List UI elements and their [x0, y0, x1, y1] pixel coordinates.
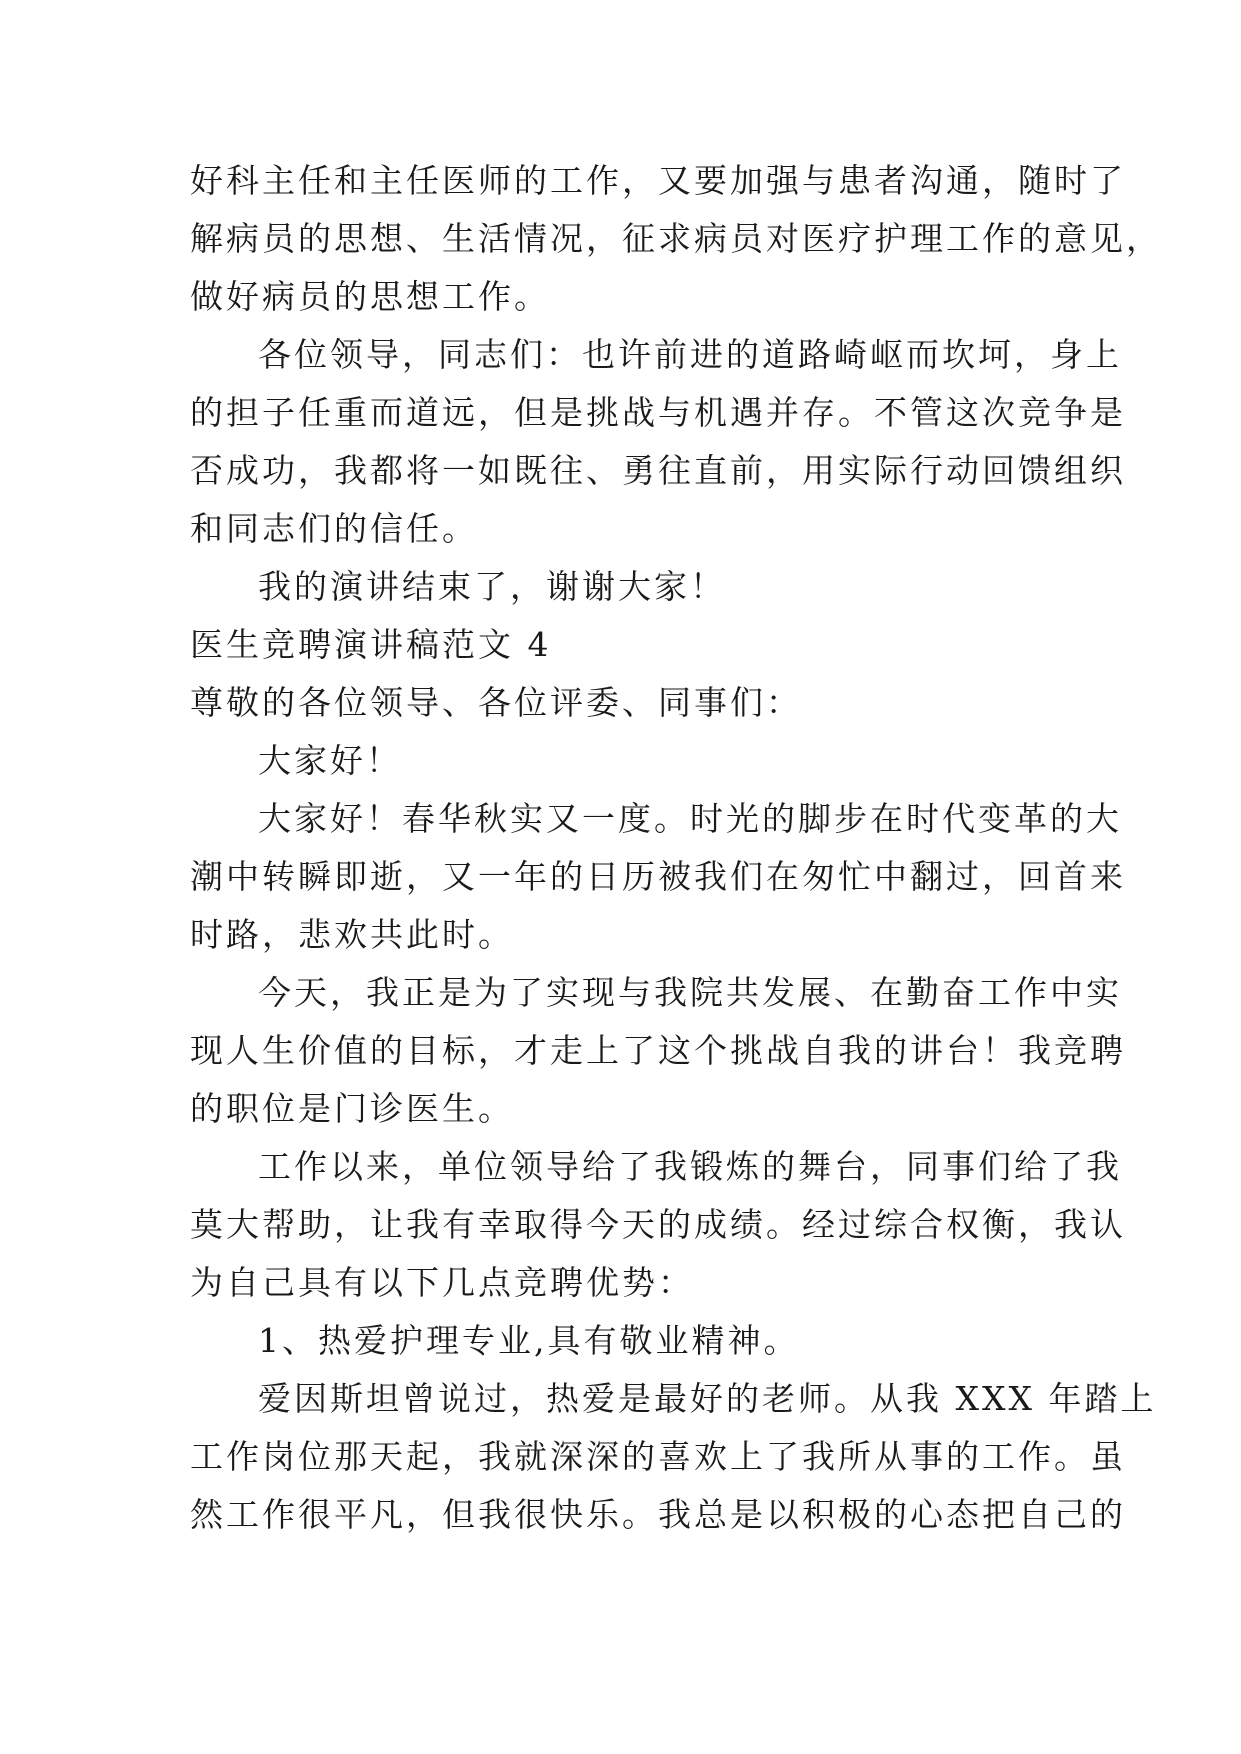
text-line: 工作岗位那天起，我就深深的喜欢上了我所从事的工作。虽: [190, 1437, 1126, 1476]
text-line: 爱因斯坦曾说过，热爱是最好的老师。从我 XXX 年踏上: [258, 1379, 1157, 1418]
document-body: [190, 158, 1162, 1538]
text-line: 好科主任和主任医师的工作，又要加强与患者沟通，随时了: [190, 161, 1126, 200]
text-line: 做好病员的思想工作。: [190, 277, 550, 316]
text-line: 现人生价值的目标，才走上了这个挑战自我的讲台！我竞聘: [190, 1031, 1126, 1070]
text-line: 解病员的思想、生活情况，征求病员对医疗护理工作的意见，: [190, 219, 1162, 258]
text-line: 的职位是门诊医生。: [190, 1089, 514, 1128]
text-line: 各位领导，同志们：也许前进的道路崎岖而坎坷，身上: [258, 335, 1122, 374]
salutation: 尊敬的各位领导、各位评委、同事们：: [190, 683, 802, 722]
text-line: 我的演讲结束了，谢谢大家！: [258, 567, 726, 606]
text-line: 为自己具有以下几点竞聘优势：: [190, 1263, 694, 1302]
text-line: 潮中转瞬即逝，又一年的日历被我们在匆忙中翻过，回首来: [190, 857, 1126, 896]
text-line: 然工作很平凡，但我很快乐。我总是以积极的心态把自己的: [190, 1495, 1126, 1534]
text-line: 今天，我正是为了实现与我院共发展、在勤奋工作中实: [258, 973, 1122, 1012]
text-line: 和同志们的信任。: [190, 509, 478, 548]
list-item: 1、热爱护理专业,具有敬业精神。: [258, 1321, 800, 1360]
text-line: 大家好！春华秋实又一度。时光的脚步在时代变革的大: [258, 799, 1122, 838]
text-line: 的担子任重而道远，但是挑战与机遇并存。不管这次竞争是: [190, 393, 1126, 432]
text-line: 时路，悲欢共此时。: [190, 915, 514, 954]
text-line: 工作以来，单位领导给了我锻炼的舞台，同事们给了我: [258, 1147, 1122, 1186]
text-line: 莫大帮助，让我有幸取得今天的成绩。经过综合权衡，我认: [190, 1205, 1126, 1244]
text-line: 大家好！: [258, 741, 402, 780]
section-heading: 医生竞聘演讲稿范文 4: [190, 625, 552, 664]
text-line: 否成功，我都将一如既往、勇往直前，用实际行动回馈组织: [190, 451, 1126, 490]
